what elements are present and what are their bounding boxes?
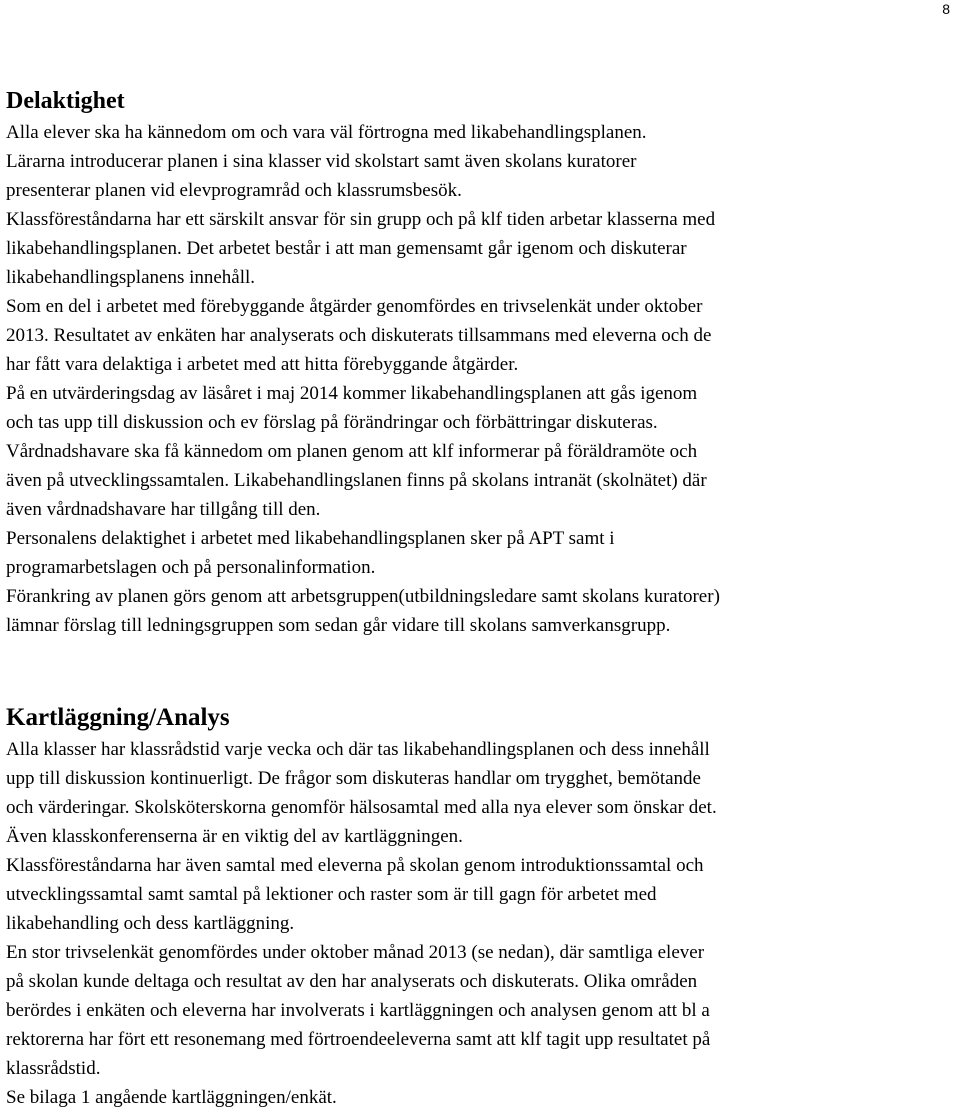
section-kartlaggning-analys [6,701,958,1112]
text-line: upp till diskussion kontinuerligt. De frågor som diskuteras handlar om trygghet, bemötande [6,768,701,789]
text-line: likabehandlingsplanen. Det arbetet består i att man gemensamt går igenom och diskuterar [6,238,687,259]
text-line: En stor trivselenkät genomfördes under oktober månad 2013 (se nedan), där samtliga elever [6,942,705,963]
text-line: lämnar förslag till ledningsgruppen som sedan går vidare till skolans samverkansgrupp. [6,615,671,636]
text-line: programarbetslagen och på personalinformation. [6,557,376,578]
text-line: 2013. Resultatet av enkäten har analyserats och diskuterats tillsammans med eleverna och de [6,325,712,346]
section-delaktighet [6,84,958,640]
text-line: Personalens delaktighet i arbetet med likabehandlingsplanen sker på APT samt i [6,528,615,549]
page-number: 8 [942,1,950,17]
text-line: likabehandling och dess kartläggning. [6,913,295,934]
text-line: presenterar planen vid elevprogramråd och klassrumsbesök. [6,180,462,201]
text-line: och värderingar. Skolsköterskorna genomför hälsosamtal med alla nya elever som önskar det. [6,797,717,818]
text-line: Som en del i arbetet med förebyggande åtgärder genomfördes en trivselenkät under oktober [6,296,703,317]
text-line: Även klasskonferenserna är en viktig del av kartläggningen. [6,826,463,847]
text-line: på skolan kunde deltaga och resultat av den har analyserats och diskuterats. Olika områden [6,971,698,992]
text-line: likabehandlingsplanens innehåll. [6,267,256,288]
document-body [6,84,958,1112]
text-line: har fått vara delaktiga i arbetet med att hitta förebyggande åtgärder. [6,354,519,375]
text-line: och tas upp till diskussion och ev förslag på förändringar och förbättringar diskuteras. [6,412,658,433]
text-line: Alla elever ska ha kännedom om och vara väl förtrogna med likabehandlingsplanen. [6,122,647,143]
text-line: På en utvärderingsdag av läsåret i maj 2014 kommer likabehandlingsplanen att gås igenom [6,383,698,404]
text-line: klassrådstid. [6,1058,101,1079]
text-line: även på utvecklingssamtalen. Likabehandlingslanen finns på skolans intranät (skolnätet) där [6,470,707,491]
text-line: Vårdnadshavare ska få kännedom om planen genom att klf informerar på föräldramöte och [6,441,698,462]
section-heading: Delaktighet [6,88,125,114]
text-line: även vårdnadshavare har tillgång till den. [6,499,321,520]
text-line: Klassföreståndarna har även samtal med eleverna på skolan genom introduktionssamtal och [6,855,704,876]
section-heading: Kartläggning/Analys [6,704,230,731]
text-line: Lärarna introducerar planen i sina klasser vid skolstart samt även skolans kuratorer [6,151,637,172]
text-line: rektorerna har fört ett resonemang med förtroendeeleverna samt att klf tagit upp resultatet på [6,1029,711,1050]
text-line: utvecklingssamtal samt samtal på lektioner och raster som är till gagn för arbetet med [6,884,657,905]
section-spacer [6,640,958,701]
text-line: Förankring av planen görs genom att arbetsgruppen(utbildningsledare samt skolans kuratorer) [6,586,720,607]
text-line: Klassföreståndarna har ett särskilt ansvar för sin grupp och på klf tiden arbetar klasserna med [6,209,716,230]
text-line: berördes i enkäten och eleverna har involverats i kartläggningen och analysen genom att bl a [6,1000,710,1021]
text-line: Alla klasser har klassrådstid varje vecka och där tas likabehandlingsplanen och dess innehåll [6,739,710,760]
text-line: Se bilaga 1 angående kartläggningen/enkät. [6,1087,337,1108]
